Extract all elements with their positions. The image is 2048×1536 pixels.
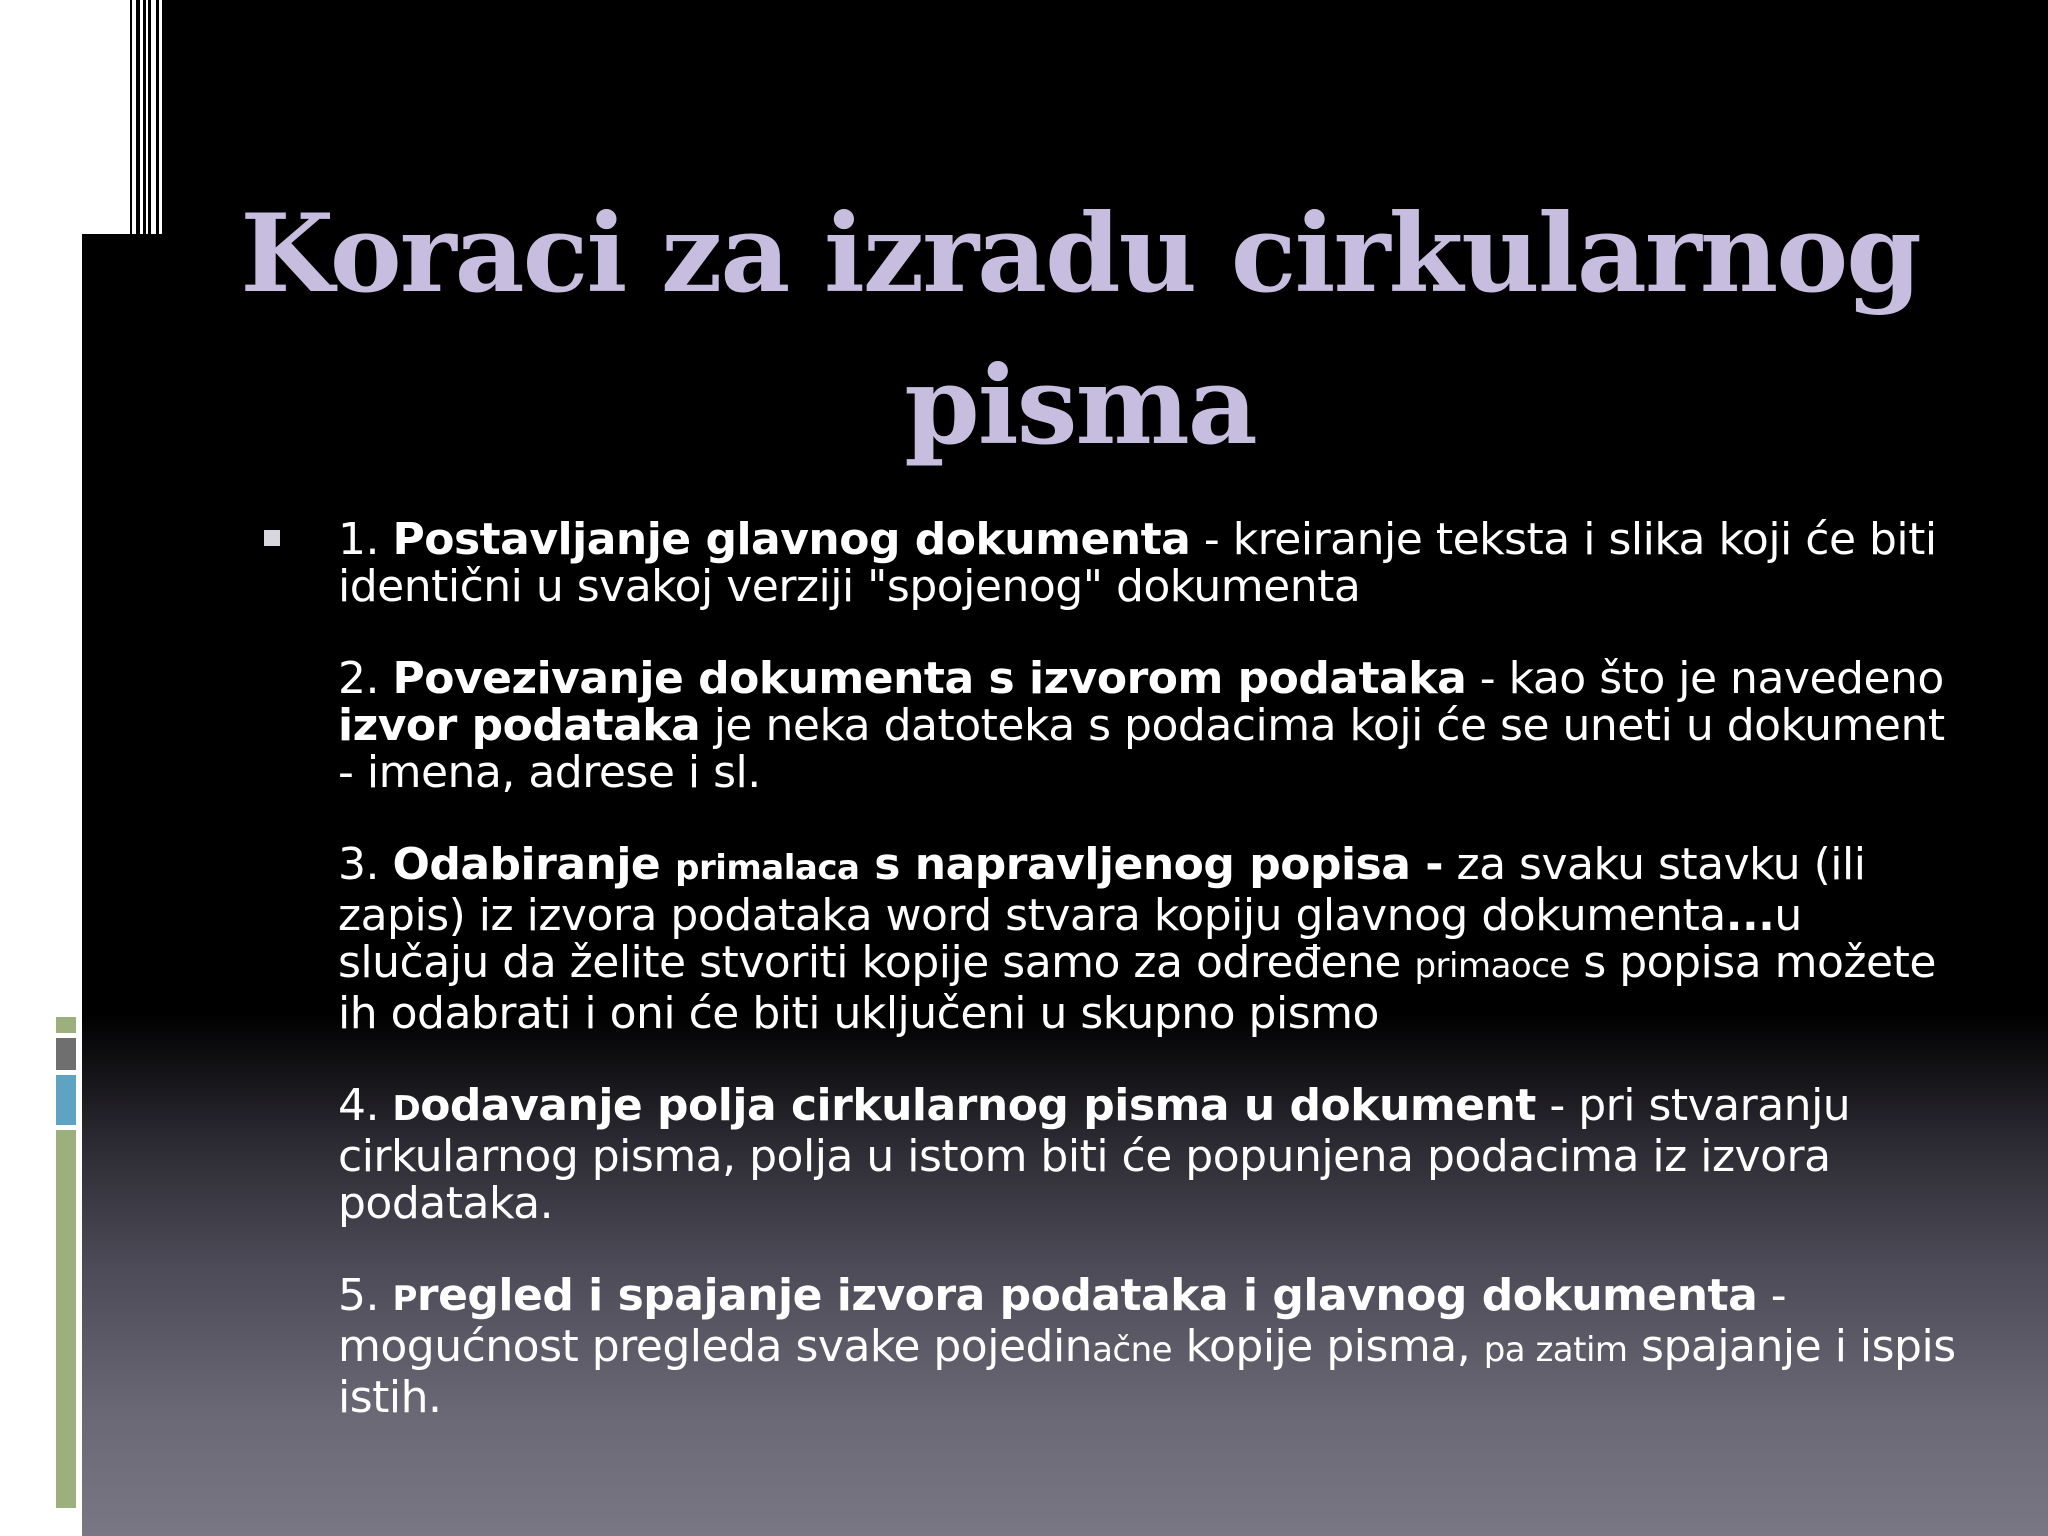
list-item: 3. Odabiranje primalaca s napravljenog popisa - za svaku stavku (ili zapis) iz izvora podataka word stvara kopiju glavnog dokumenta...u slučaju da želite stvoriti kopije samo za određene primaoce s popisa možete ih odabrati i oni će biti uključeni u skupno pismo bbox=[338, 839, 1936, 1039]
list-item: 1. Postavljanje glavnog dokumenta - kreiranje teksta i slika koji će biti identični u svakoj verziji "spojenog" dokumenta bbox=[338, 514, 1937, 612]
decor-top-band bbox=[82, 0, 130, 234]
decor-top-bar bbox=[159, 0, 162, 234]
title-line-1: Koraci za izradu cirkularnog bbox=[240, 191, 1920, 317]
list-item: 5. Pregled i spajanje izvora podataka i glavnog dokumenta - mogućnost pregleda svake pojedinačne kopije pisma, pa zatim spajanje i ispis istih. bbox=[338, 1270, 1956, 1423]
decor-top-bar bbox=[151, 0, 156, 234]
list-item: 4. Dodavanje polja cirkularnog pisma u dokument - pri stvaranju cirkularnog pisma, polja u istom biti će popunjena podacima iz izvora podataka. bbox=[338, 1080, 1851, 1229]
decor-top-bar bbox=[140, 0, 143, 234]
decor-gray-bar bbox=[56, 1038, 76, 1070]
title-line-2: pisma bbox=[904, 343, 1256, 469]
decor-blue-bar bbox=[56, 1075, 76, 1125]
decor-olive-bar bbox=[56, 1017, 76, 1033]
slide-title bbox=[220, 178, 1940, 482]
decor-top-bar bbox=[132, 0, 136, 234]
decor-top-bar bbox=[146, 0, 148, 234]
list-item: 2. Povezivanje dokumenta s izvorom podataka - kao što je navedeno izvor podataka je neka datoteka s podacima koji će se uneti u dokument - imena, adrese i sl. bbox=[338, 653, 1945, 798]
slide-content bbox=[258, 516, 1958, 1466]
decor-olive-bar bbox=[56, 1130, 76, 1508]
